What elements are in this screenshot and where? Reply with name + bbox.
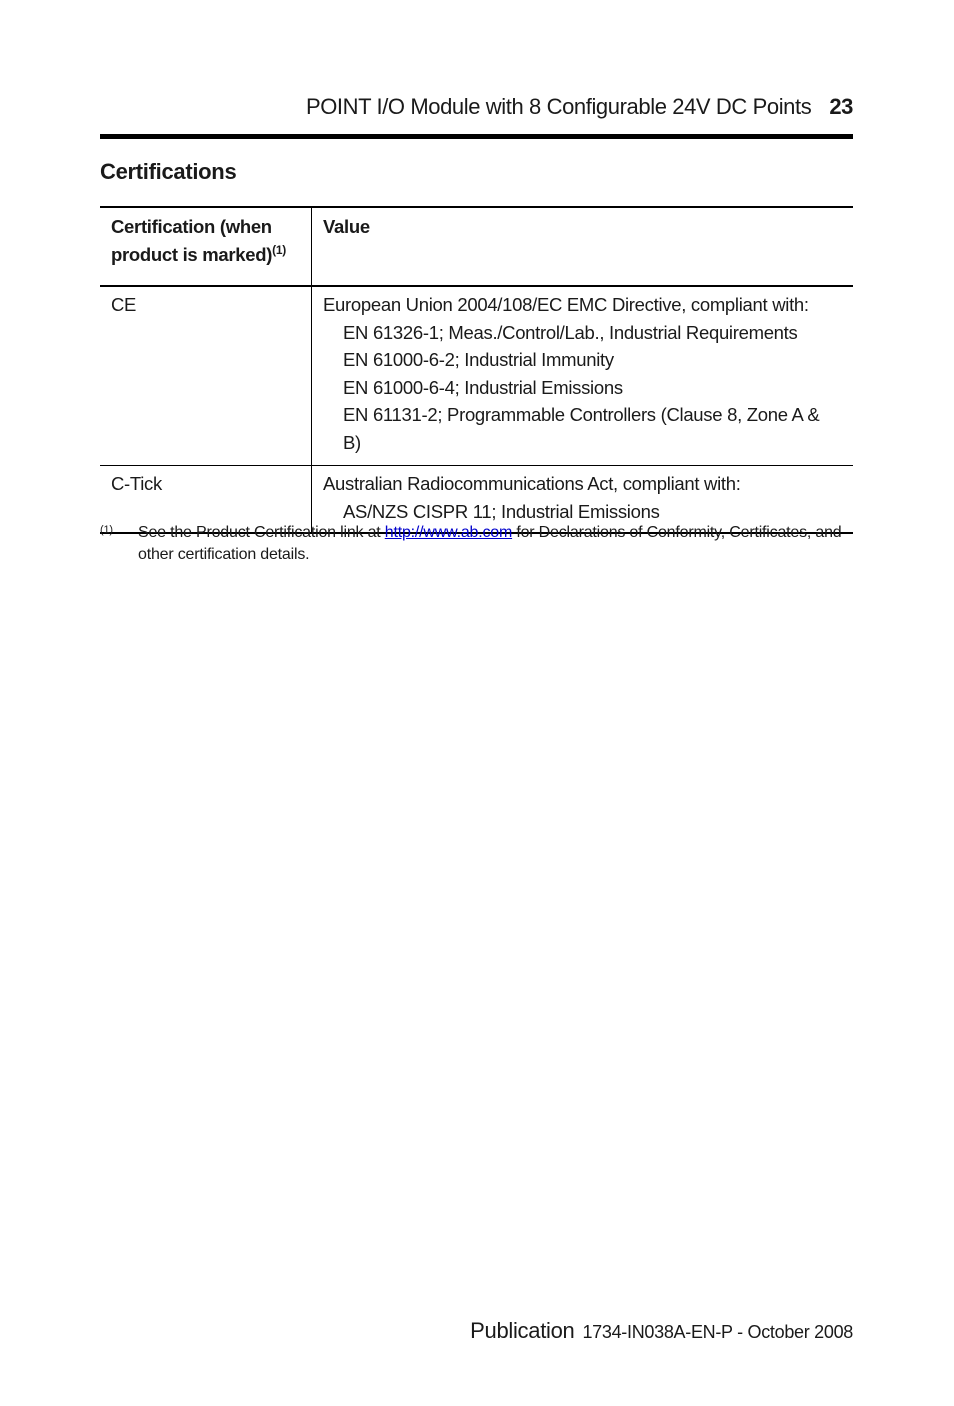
header-rule (100, 134, 853, 139)
table-header-row (100, 207, 853, 286)
standard-item: EN 61131-2; Programmable Controllers (Clause 8, Zone A & B) (343, 404, 820, 453)
value-lead: Australian Radiocommunications Act, compliant with: (323, 473, 741, 494)
value-cell (312, 286, 854, 466)
standard-item: EN 61000-6-2; Industrial Immunity (343, 349, 614, 370)
footnote-mark: (1) (100, 524, 113, 536)
section-title: Certifications (100, 159, 237, 184)
footnote-text: See the Product Certification link at http://www.ab.com for Declarations of Conformity, Certificates, and other certification details. (138, 524, 842, 563)
standard-item: EN 61326-1; Meas./Control/Lab., Industrial Requirements (343, 321, 798, 343)
value-lead: European Union 2004/108/EC EMC Directive, compliant with: (323, 294, 809, 315)
publication-label: Publication (470, 1318, 575, 1343)
column-header-value: Value (312, 207, 854, 286)
header-title: POINT I/O Module with 8 Configurable 24V DC Points (305, 94, 812, 119)
certification-cell: C-Tick (100, 466, 312, 534)
footnote-reference[interactable]: (1) (272, 242, 286, 257)
standard-item: AS/NZS CISPR 11; Industrial Emissions (343, 500, 660, 522)
page-number: 23 (829, 94, 853, 119)
column-header-certification: Certification (when product is marked)$^{(1)}$ (100, 207, 312, 286)
running-header (100, 94, 853, 120)
page-footer (100, 1318, 853, 1344)
table-row (100, 286, 853, 466)
footnote (100, 522, 853, 566)
publication-number: 1734-IN038A-EN-P - October 2008 (582, 1322, 853, 1342)
ab-website-link[interactable]: http://www.ab.com (384, 524, 513, 541)
certification-cell: CE (100, 286, 312, 466)
standard-item: EN 61000-6-4; Industrial Emissions (343, 376, 623, 398)
certifications-table (100, 206, 853, 534)
